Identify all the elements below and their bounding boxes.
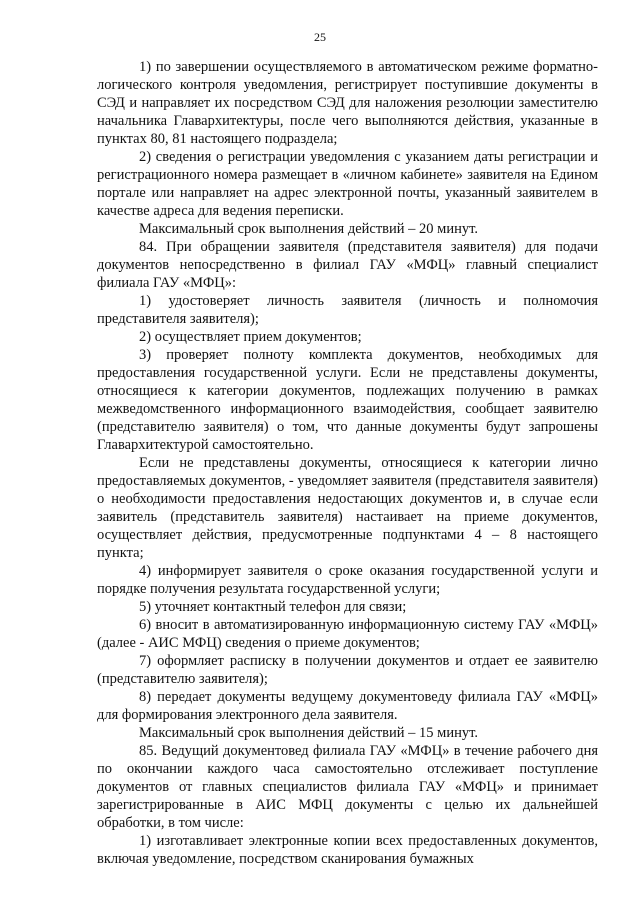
page-number: 25 — [314, 30, 326, 44]
paragraph-84-item-3-continued: Если не представлены документы, относящиеся к категории лично предоставляемых документов, - уведомляет заявителя (представителя заявителя) о необходимости предоставления недостающих документов и, в случае если заявитель (представитель заявителя) настаивает на приеме документов, осуществляет действия, предусмотренные подпунктами 4 – 8 настоящего пункта; — [97, 455, 598, 561]
paragraph-84-item-2: 2) осуществляет прием документов; — [139, 329, 362, 345]
paragraph-84-item-1: 1) удостоверяет личность заявителя (личность и полномочия представителя заявителя); — [97, 293, 598, 327]
paragraph-84-item-7: 7) оформляет расписку в получении документов и отдает ее заявителю (представителю заявителя); — [97, 653, 598, 687]
paragraph-clause-84: 84. При обращении заявителя (представителя заявителя) для подачи документов непосредственно в филиал ГАУ «МФЦ» главный специалист филиала ГАУ «МФЦ»: — [97, 239, 598, 291]
paragraph-84-item-6: 6) вносит в автоматизированную информационную систему ГАУ «МФЦ» (далее - АИС МФЦ) сведения о приеме документов; — [97, 617, 598, 651]
paragraph-max-time-20: Максимальный срок выполнения действий – 20 минут. — [139, 221, 478, 237]
paragraph-item-2-registration-info: 2) сведения о регистрации уведомления с указанием даты регистрации и регистрационного номера размещает в «личном кабинете» заявителя на Едином портале или направляет на адрес электронной почты, указанный заявителем в качестве адреса для ведения переписки. — [97, 149, 598, 219]
paragraph-clause-85: 85. Ведущий документовед филиала ГАУ «МФЦ» в течение рабочего дня по окончании каждого часа самостоятельно отслеживает поступление документов от главных специалистов филиала ГАУ «МФЦ» и принимает зарегистрированные в АИС МФЦ документы с целью их дальнейшей обработки, в том числе: — [97, 743, 598, 831]
paragraph-84-item-3: 3) проверяет полноту комплекта документов, необходимых для предоставления государственной услуги. Если не представлены документы, относящиеся к категории документов, подлежащих получению в рамках межведомственного информационного взаимодействия, сообщает заявителю (представителю заявителя) о том, что данные документы будут запрошены Главархитектурой самостоятельно. — [97, 347, 598, 453]
paragraph-max-time-15: Максимальный срок выполнения действий – 15 минут. — [139, 725, 478, 741]
document-body — [97, 58, 598, 868]
paragraph-85-item-1: 1) изготавливает электронные копии всех предоставленных документов, включая уведомление, посредством сканирования бумажных — [97, 833, 598, 867]
paragraph-84-item-5: 5) уточняет контактный телефон для связи; — [139, 599, 407, 615]
paragraph-84-item-4: 4) информирует заявителя о сроке оказания государственной услуги и порядке получения результата государственной услуги; — [97, 563, 598, 597]
paragraph-item-1-registration: 1) по завершении осуществляемого в автоматическом режиме форматно-логического контроля уведомления, регистрирует поступившие документы в СЭД и направляет их посредством СЭД для наложения резолюции заместителю начальника Главархитектуры, после чего выполняются действия, указанные в пунктах 80, 81 настоящего подраздела; — [97, 59, 598, 147]
paragraph-84-item-8: 8) передает документы ведущему документоведу филиала ГАУ «МФЦ» для формирования электронного дела заявителя. — [97, 689, 598, 723]
